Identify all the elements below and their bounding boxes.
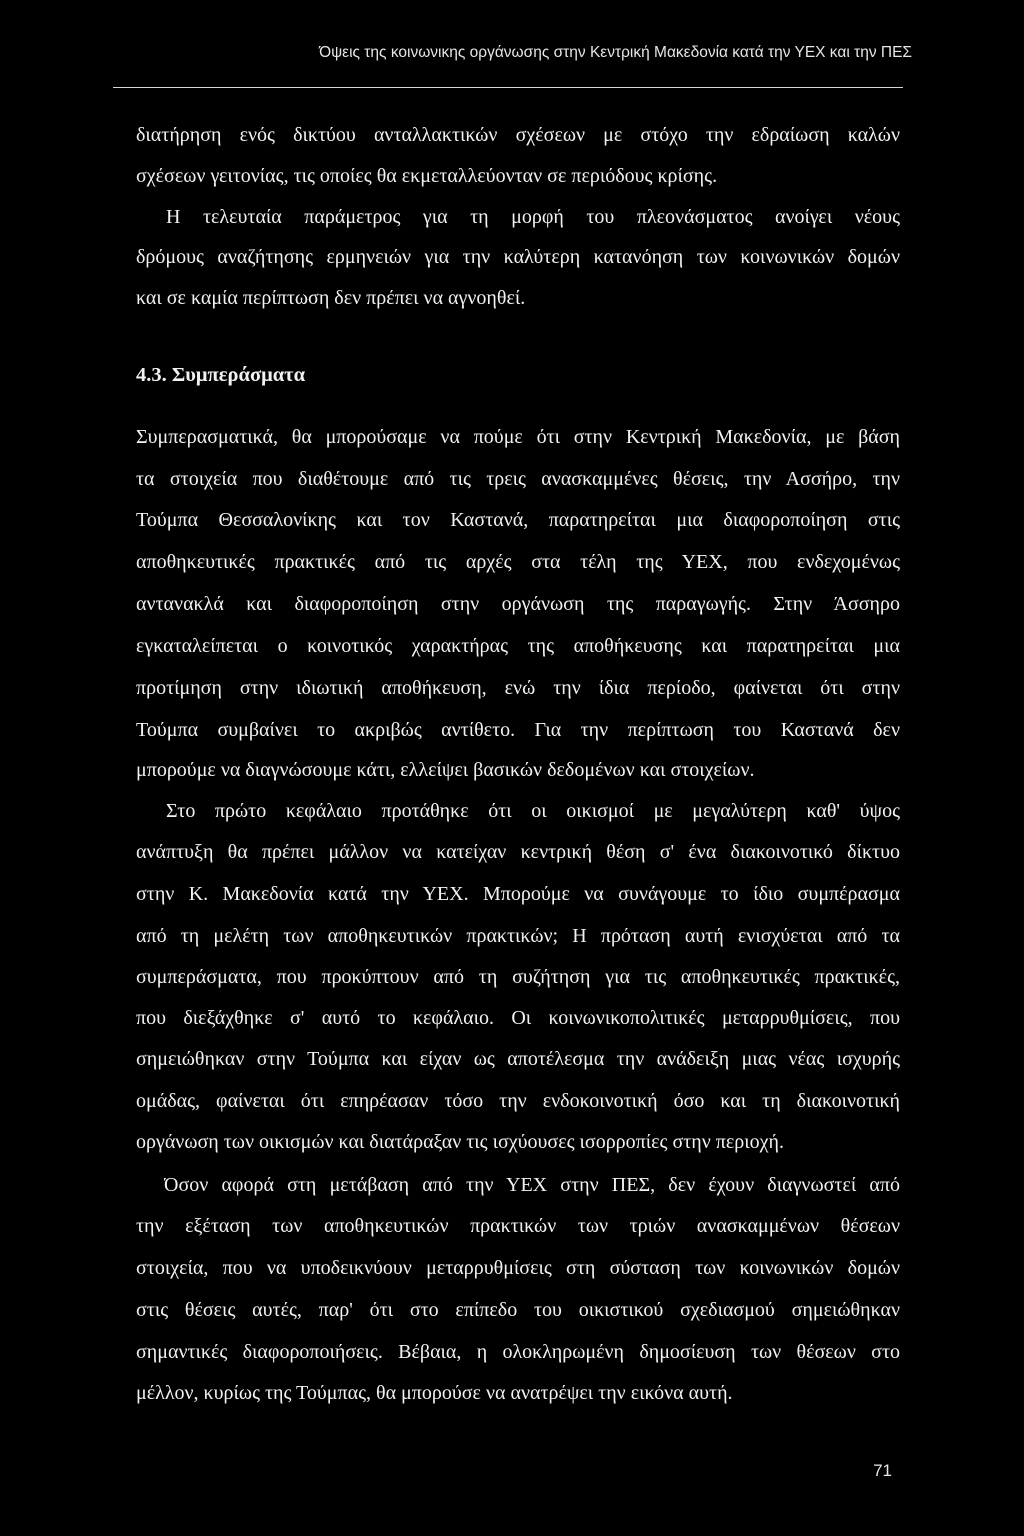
text-line: τα στοιχεία που διαθέτουμε από τις τρεις ανασκαμμένες θέσεις, την Ασσήρο, την (136, 468, 900, 490)
text-line: σημαντικές διαφοροποιήσεις. Βέβαια, η ολοκληρωμένη δημοσίευση των θέσεων στο (136, 1341, 900, 1363)
text-line: οργάνωση των οικισμών και διατάραξαν τις ισχύουσες ισορροπίες στην περιοχή. (136, 1131, 784, 1153)
text-line: Τούμπα συμβαίνει το ακριβώς αντίθετο. Για την περίπτωση του Καστανά δεν (136, 719, 900, 741)
text-line: μπορούμε να διαγνώσουμε κάτι, ελλείψει βασικών δεδομένων και στοιχείων. (136, 759, 755, 781)
header-rule (113, 87, 903, 88)
page-number: 71 (873, 1461, 892, 1480)
text-line: δρόμους αναζήτησης ερμηνειών για την καλύτερη κατανόηση των κοινωνικών δομών (136, 246, 900, 268)
running-header: Όψεις της κοινωνικης οργάνωσης στην Κεντρική Μακεδονία κατά την ΥΕΧ και την ΠΕΣ (319, 44, 912, 61)
text-line: στις θέσεις αυτές, παρ' ότι στο επίπεδο του οικιστικού σχεδιασμού σημειώθηκαν (136, 1299, 900, 1321)
text-line: στοιχεία, που να υποδεικνύουν μεταρρυθμίσεις στη σύσταση των κοινωνικών δομών (136, 1257, 900, 1279)
text-line: εγκαταλείπεται ο κοινοτικός χαρακτήρας της αποθήκευσης και παρατηρείται μια (136, 635, 900, 657)
text-line: στην Κ. Μακεδονία κατά την ΥΕΧ. Μπορούμε να συνάγουμε το ίδιο συμπέρασμα (136, 883, 900, 905)
section-heading: 4.3. Συμπεράσματα (136, 364, 306, 386)
text-line: από τη μελέτη των αποθηκευτικών πρακτικών; Η πρόταση αυτή ενισχύεται από τα (136, 925, 900, 947)
text-line: Η τελευταία παράμετρος για τη μορφή του πλεονάσματος ανοίγει νέους (166, 206, 900, 228)
text-line: και σε καμία περίπτωση δεν πρέπει να αγνοηθεί. (136, 287, 526, 309)
text-line: σχέσεων γειτονίας, τις οποίες θα εκμεταλλεύονταν σε περιόδους κρίσης. (136, 165, 718, 187)
text-line: ομάδας, φαίνεται ότι επηρέασαν τόσο την ενδοκοινοτική όσο και τη διακοινοτική (136, 1090, 900, 1112)
text-line: αποθηκευτικές πρακτικές από τις αρχές στα τέλη της ΥΕΧ, που ενδεχομένως (136, 551, 900, 573)
text-line: Συμπερασματικά, θα μπορούσαμε να πούμε ότι στην Κεντρική Μακεδονία, με βάση (136, 426, 900, 448)
text-line: που διεξάχθηκε σ' αυτό το κεφάλαιο. Οι κοινωνικοπολιτικές μεταρρυθμίσεις, που (136, 1007, 900, 1029)
text-line: ανάπτυξη θα πρέπει μάλλον να κατείχαν κεντρική θέση σ' ένα διακοινοτικό δίκτυο (136, 841, 900, 863)
text-line: συμπεράσματα, που προκύπτουν από τη συζήτηση για τις αποθηκευτικές πρακτικές, (136, 966, 900, 988)
text-line: μέλλον, κυρίως της Τούμπας, θα μπορούσε να ανατρέψει την εικόνα αυτή. (136, 1382, 733, 1404)
text-line: την εξέταση των αποθηκευτικών πρακτικών των τριών ανασκαμμένων θέσεων (136, 1215, 900, 1237)
text-line: αντανακλά και διαφοροποίηση στην οργάνωση της παραγωγής. Στην Άσσηρο (136, 593, 900, 615)
text-line: Τούμπα Θεσσαλονίκης και τον Καστανά, παρατηρείται μια διαφοροποίηση στις (136, 509, 900, 531)
text-line: προτίμηση στην ιδιωτική αποθήκευση, ενώ την ίδια περίοδο, φαίνεται ότι στην (136, 677, 900, 699)
text-line: διατήρηση ενός δικτύου ανταλλακτικών σχέσεων με στόχο την εδραίωση καλών (136, 124, 900, 146)
text-line: Όσον αφορά στη μετάβαση από την ΥΕΧ στην ΠΕΣ, δεν έχουν διαγνωστεί από (164, 1174, 900, 1196)
text-line: Στο πρώτο κεφάλαιο προτάθηκε ότι οι οικισμοί με μεγαλύτερη καθ' ύψος (166, 800, 900, 822)
text-line: σημειώθηκαν στην Τούμπα και είχαν ως αποτέλεσμα την ανάδειξη μιας νέας ισχυρής (136, 1048, 900, 1070)
